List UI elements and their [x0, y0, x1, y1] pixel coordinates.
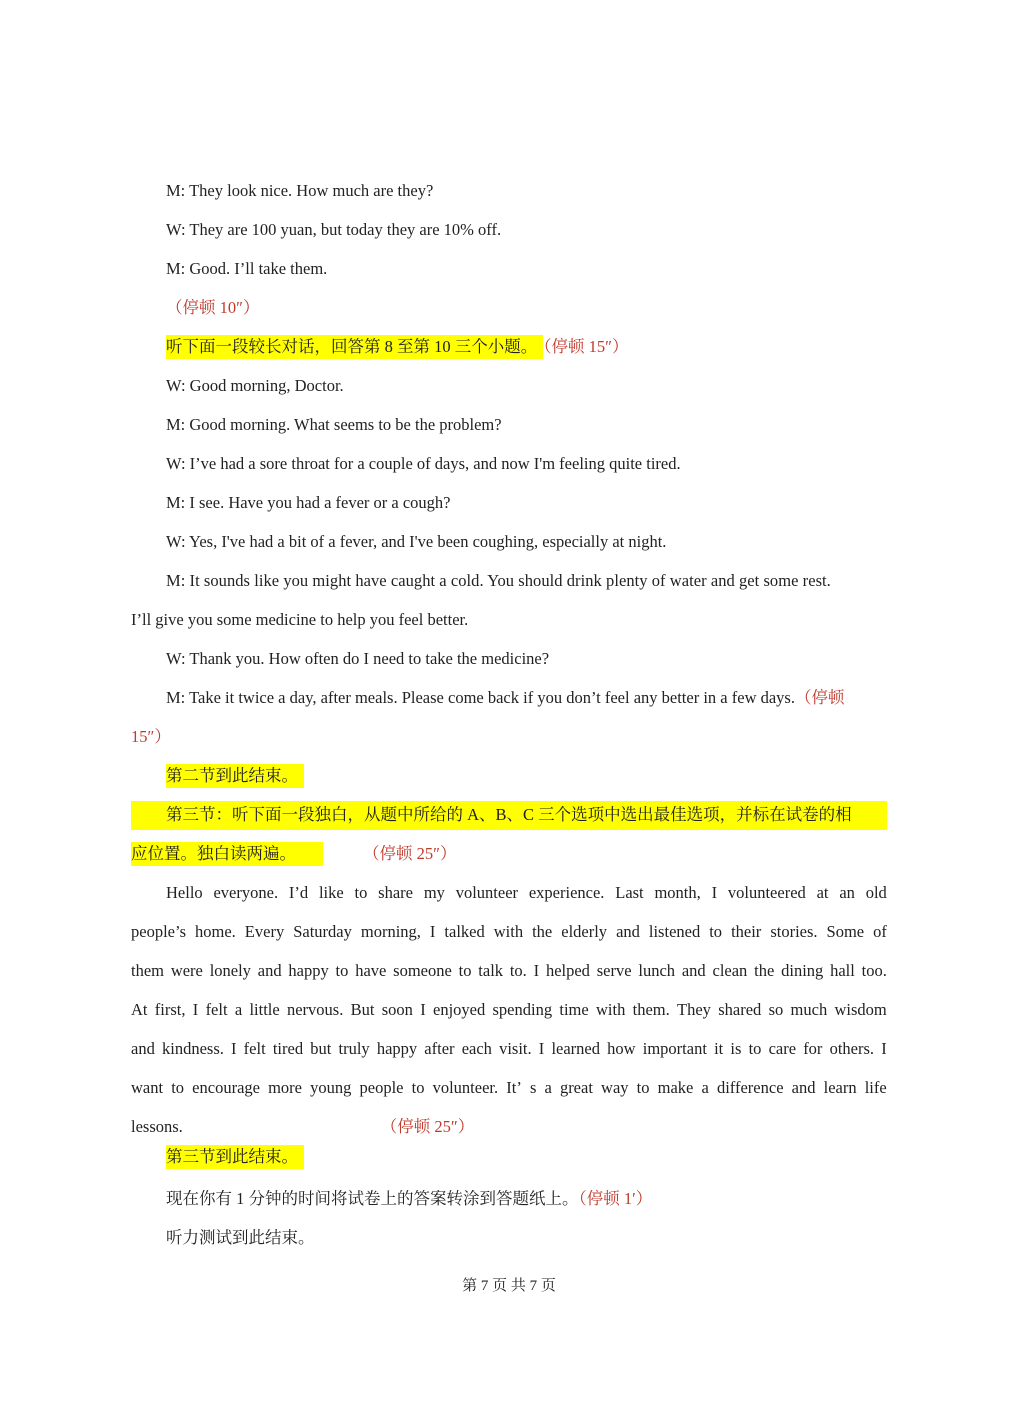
closing-line	[0, 1226, 1018, 1250]
paragraph-text: and kindness. I felt tired but truly happy after each visit. I learned how important it is to care for others. I	[131, 1039, 887, 1058]
pause-note: （停顿 25″）	[380, 1117, 475, 1136]
closing-text: 听力测试到此结束。	[166, 1228, 315, 1247]
paragraph-line	[0, 881, 1018, 905]
dialogue-text: M: Good. I’ll take them.	[166, 259, 328, 278]
paragraph-text: lessons.	[131, 1117, 183, 1136]
paragraph-text: want to encourage more young people to volunteer. It’ s a great way to make a difference and learn life	[131, 1078, 887, 1097]
section-end-line	[0, 764, 1018, 788]
dialogue-text: W: I’ve had a sore throat for a couple of days, and now I'm feeling quite tired.	[166, 454, 681, 473]
dialogue-text: I’ll give you some medicine to help you feel better.	[131, 610, 469, 629]
dialogue-text: M: I see. Have you had a fever or a cough?	[166, 493, 451, 512]
dialogue-line	[0, 218, 1018, 242]
pause-line	[0, 296, 1018, 320]
instruction-text: 第三节：听下面一段独白，从题中所给的 A、B、C 三个选项中选出最佳选项，并标在试卷的相	[166, 805, 852, 824]
pause-note: （停顿 1′）	[578, 1189, 653, 1208]
pause-note: （停顿 25″）	[363, 844, 457, 863]
dialogue-line	[0, 608, 1018, 632]
dialogue-text: M: Take it twice a day, after meals. Please come back if you don’t feel any better in a few days.	[166, 688, 795, 707]
dialogue-text: W: Thank you. How often do I need to take the medicine?	[166, 649, 550, 668]
dialogue-text: W: They are 100 yuan, but today they are 10% off.	[166, 220, 502, 239]
instruction-line	[0, 1187, 1018, 1211]
instruction-line	[0, 842, 1018, 866]
dialogue-line	[0, 413, 1018, 437]
instruction-text: 听下面一段较长对话，回答第 8 至第 10 三个小题。	[166, 335, 543, 359]
dialogue-line	[0, 569, 1018, 593]
dialogue-line	[0, 179, 1018, 203]
paragraph-line	[0, 920, 1018, 944]
pause-note: 15″）	[131, 727, 171, 746]
pause-line	[0, 725, 1018, 749]
instruction-text: 应位置。独白读两遍。	[131, 842, 323, 866]
paragraph-text: At first, I felt a little nervous. But soon I enjoyed spending time with them. They shared so much wisdom	[131, 1000, 887, 1019]
pause-note: （停顿 15″）	[543, 337, 629, 356]
section-end-text: 第二节到此结束。	[166, 764, 304, 788]
dialogue-line	[0, 257, 1018, 281]
dialogue-line	[0, 491, 1018, 515]
dialogue-line	[0, 647, 1018, 671]
dialogue-text: M: It sounds like you might have caught a cold. You should drink plenty of water and get some rest.	[166, 571, 831, 590]
section-end-text: 第三节到此结束。	[166, 1145, 304, 1169]
dialogue-line	[0, 530, 1018, 554]
dialogue-line	[0, 452, 1018, 476]
section-end-line	[0, 1145, 1018, 1169]
dialogue-line	[0, 686, 1018, 710]
page-footer: 第 7 页 共 7 页	[462, 1278, 556, 1294]
paragraph-text: them were lonely and happy to have someone to talk to. I helped serve lunch and clean the dining hall too.	[131, 961, 887, 980]
paragraph-line	[0, 1115, 1018, 1139]
paragraph-line	[0, 1037, 1018, 1061]
dialogue-text: W: Yes, I've had a bit of a fever, and I've been coughing, especially at night.	[166, 532, 667, 551]
instruction-text: 现在你有 1 分钟的时间将试卷上的答案转涂到答题纸上。	[166, 1189, 579, 1208]
paragraph-line	[0, 1076, 1018, 1100]
pause-note: （停顿	[794, 688, 845, 707]
dialogue-text: M: They look nice. How much are they?	[166, 181, 434, 200]
dialogue-text: M: Good morning. What seems to be the problem?	[166, 415, 502, 434]
paragraph-text: people’s home. Every Saturday morning, I talked with the elderly and listened to their stories. Some of	[131, 922, 887, 941]
instruction-line	[0, 335, 1018, 359]
paragraph-line	[0, 959, 1018, 983]
pause-note: （停顿 10″）	[166, 298, 260, 317]
paragraph-line	[0, 998, 1018, 1022]
dialogue-line	[0, 374, 1018, 398]
paragraph-text: Hello everyone. I’d like to share my volunteer experience. Last month, I volunteered at an old	[166, 883, 887, 902]
dialogue-text: W: Good morning, Doctor.	[166, 376, 344, 395]
